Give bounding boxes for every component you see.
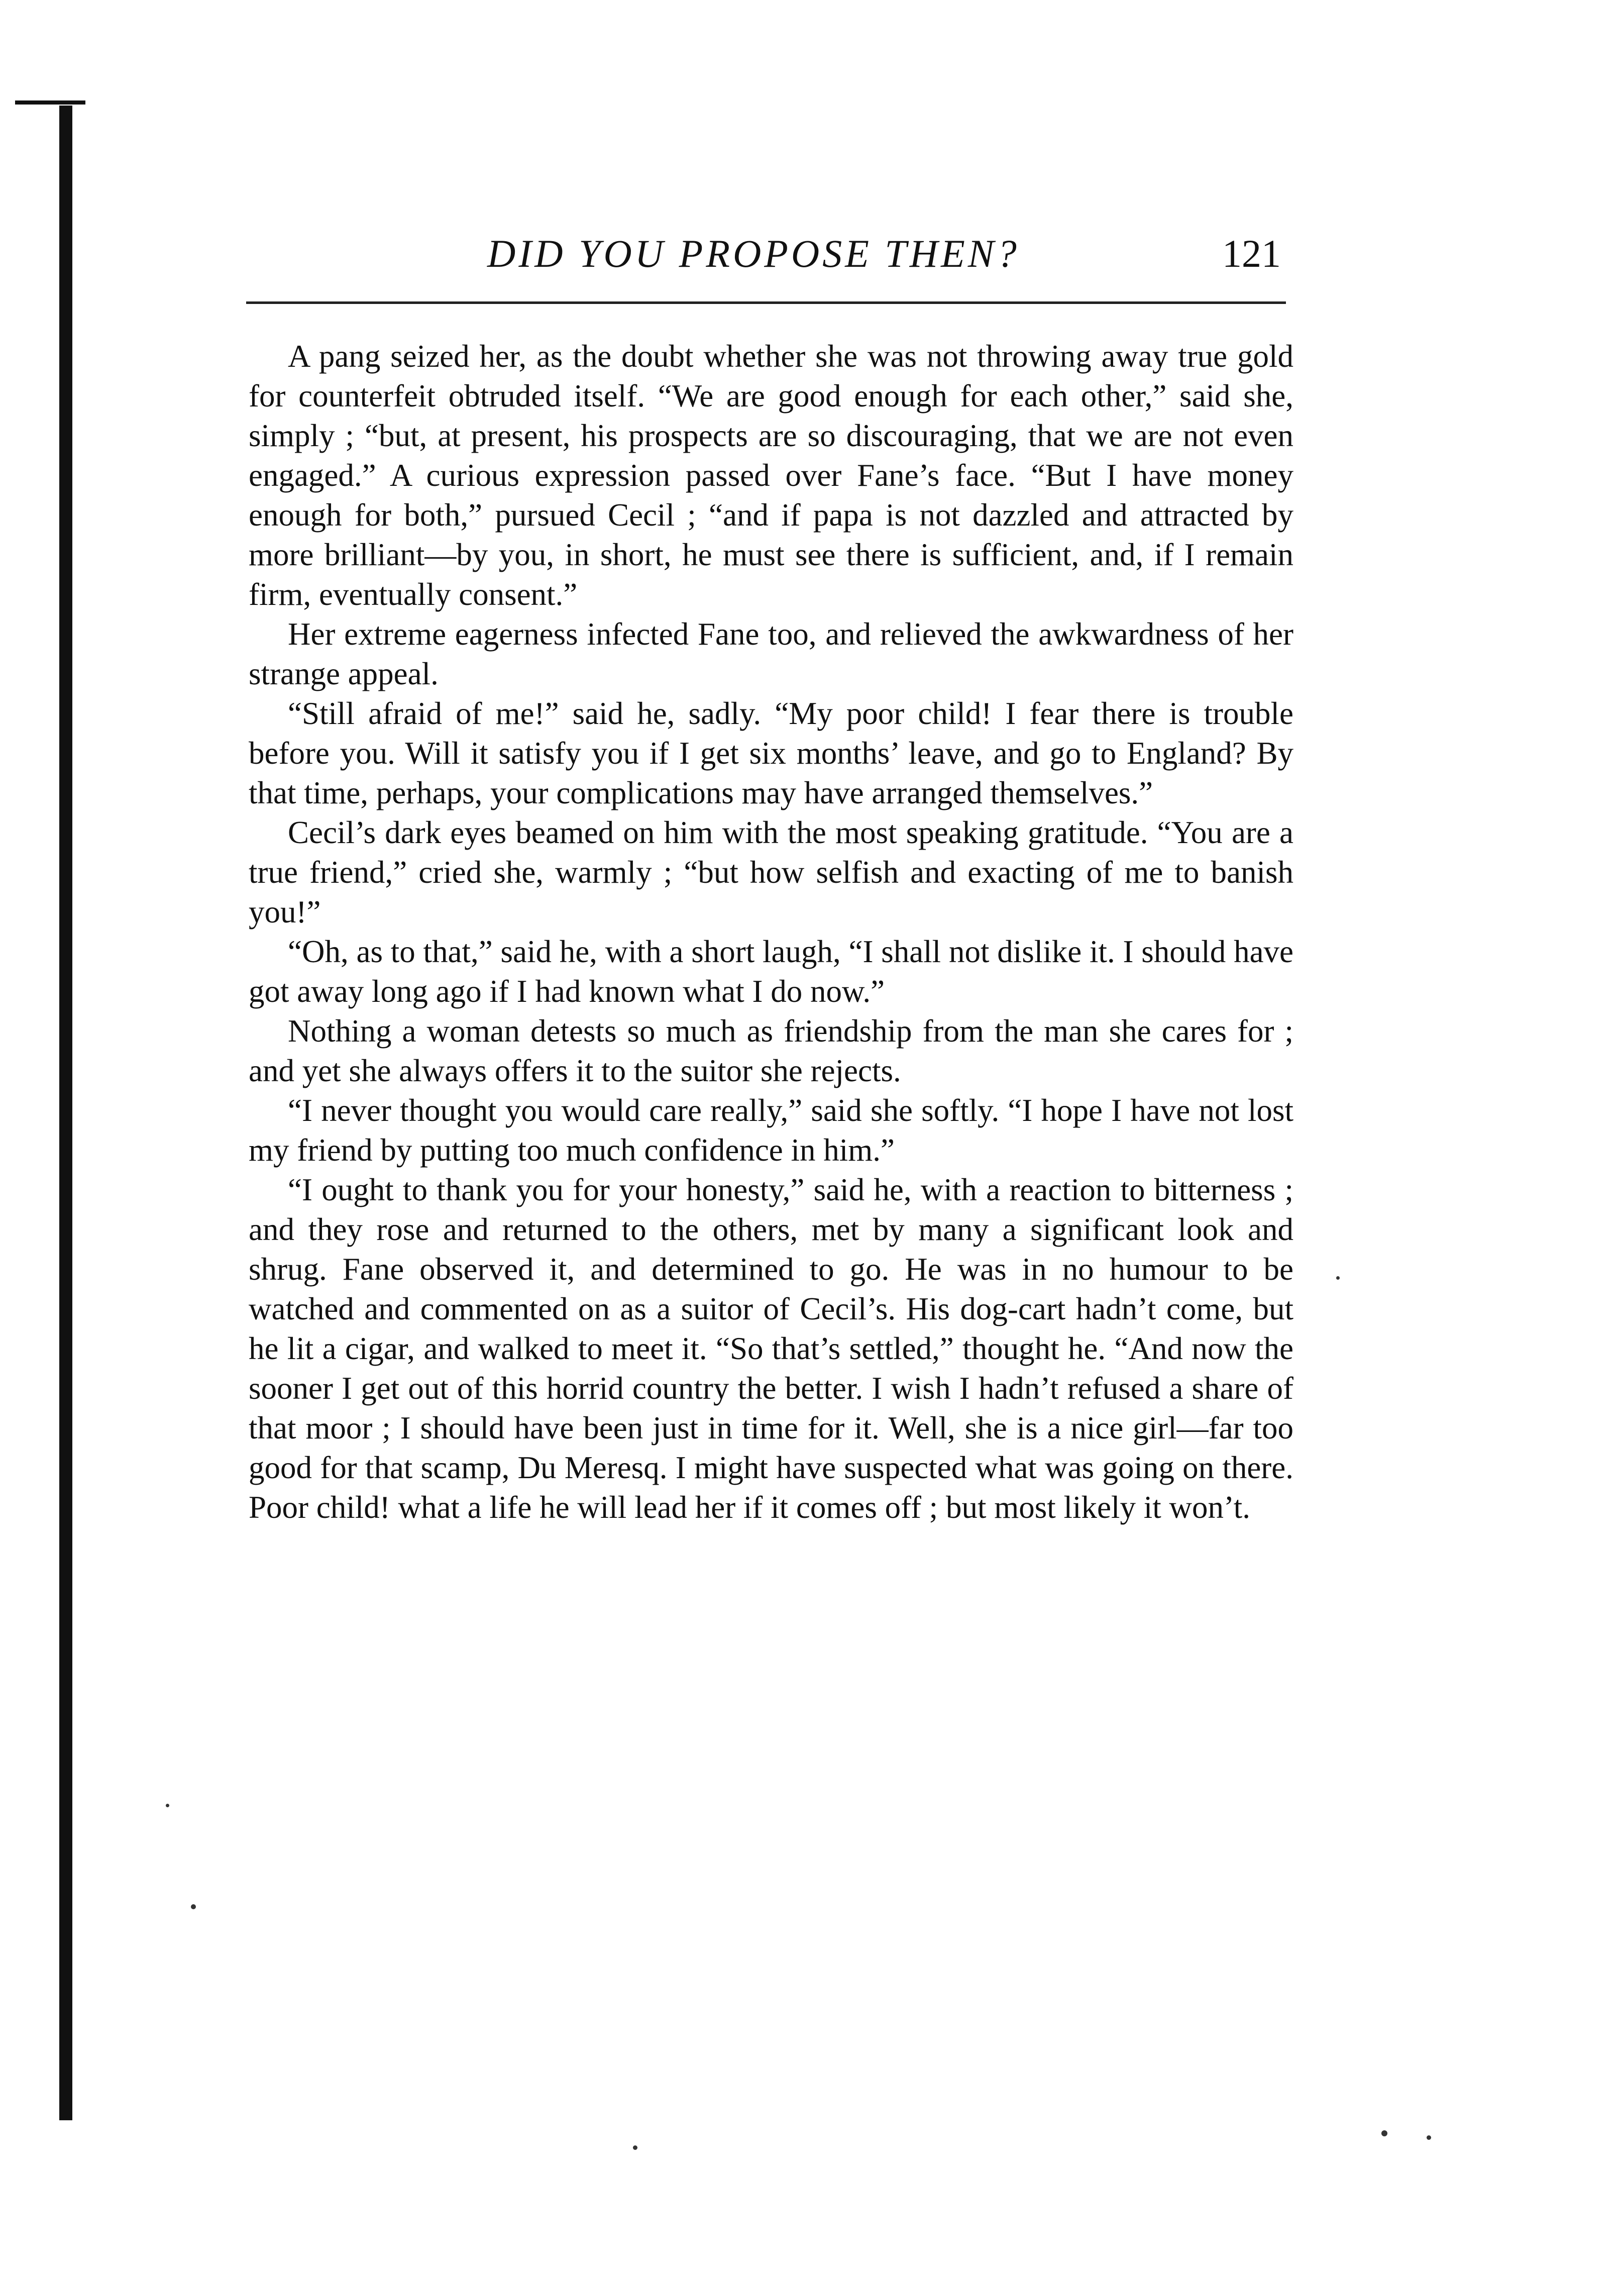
paragraph: “I ought to thank you for your honesty,” said he, with a reaction to bitterness ; and they rose and returned to the others, met by many a significant look and shrug. Fane observed it, and determined to go. He was in no humour to be watched and commented on as a suitor of Cecil’s. His dog-cart hadn’t come, but he lit a cigar, and walked to meet it. “So that’s settled,” thought he. “And now the sooner I get out of this horrid country the better. I wish I hadn’t refused a share of that moor ; I should have been just in time for it. Well, she is a nice girl—far too good for that scamp, Du Meresq. I might have suspected what was going on there. Poor child! what a life he will lead her if it comes off ; but most likely it won’t.	[249, 1172, 1293, 1525]
binding-edge-tick	[15, 100, 85, 105]
scan-speck	[191, 1904, 196, 1909]
page-number: 121	[1222, 232, 1281, 275]
scan-speck	[166, 1804, 169, 1807]
paragraph: Her extreme eagerness infected Fane too, and relieved the awkwardness of her strange appeal.	[249, 616, 1293, 691]
scan-speck	[1336, 1276, 1340, 1280]
paragraph: A pang seized her, as the doubt whether she was not throwing away true gold for counterfeit obtruded itself. “We are good enough for each other,” said she, simply ; “but, at present, his prospects are so discouraging, that we are not even engaged.” A curious expression passed over Fane’s face. “But I have money enough for both,” pursued Cecil ; “and if papa is not dazzled and attracted by more brilliant—by you, in short, he must see there is sufficient, and, if I remain firm, eventually consent.”	[249, 339, 1293, 612]
scan-speck	[1381, 2130, 1387, 2136]
page-body-text	[249, 337, 1293, 1954]
paragraph: “I never thought you would care really,” said she softly. “I hope I have not lost my friend by putting too much confidence in him.”	[249, 1093, 1293, 1168]
binding-edge	[59, 106, 72, 2120]
paragraph: Nothing a woman detests so much as friendship from the man she cares for ; and yet she always offers it to the suitor she rejects.	[249, 1013, 1293, 1088]
paragraph: “Oh, as to that,” said he, with a short laugh, “I shall not dislike it. I should have got away long ago if I had known what I do now.”	[249, 934, 1293, 1009]
paragraph: “Still afraid of me!” said he, sadly. “My poor child! I fear there is trouble before you. Will it satisfy you if I get six months’ leave, and go to England? By that time, perhaps, your complications may have arranged themselves.”	[249, 696, 1293, 810]
scan-speck	[633, 2145, 637, 2150]
paragraph: Cecil’s dark eyes beamed on him with the most speaking gratitude. “You are a true friend,” cried she, warmly ; “but how selfish and exacting of me to banish you!”	[249, 815, 1293, 930]
header-rule	[246, 301, 1286, 304]
scan-speck	[1427, 2135, 1431, 2140]
running-head	[246, 229, 1286, 284]
running-title: DID YOU PROPOSE THEN?	[487, 232, 1020, 275]
